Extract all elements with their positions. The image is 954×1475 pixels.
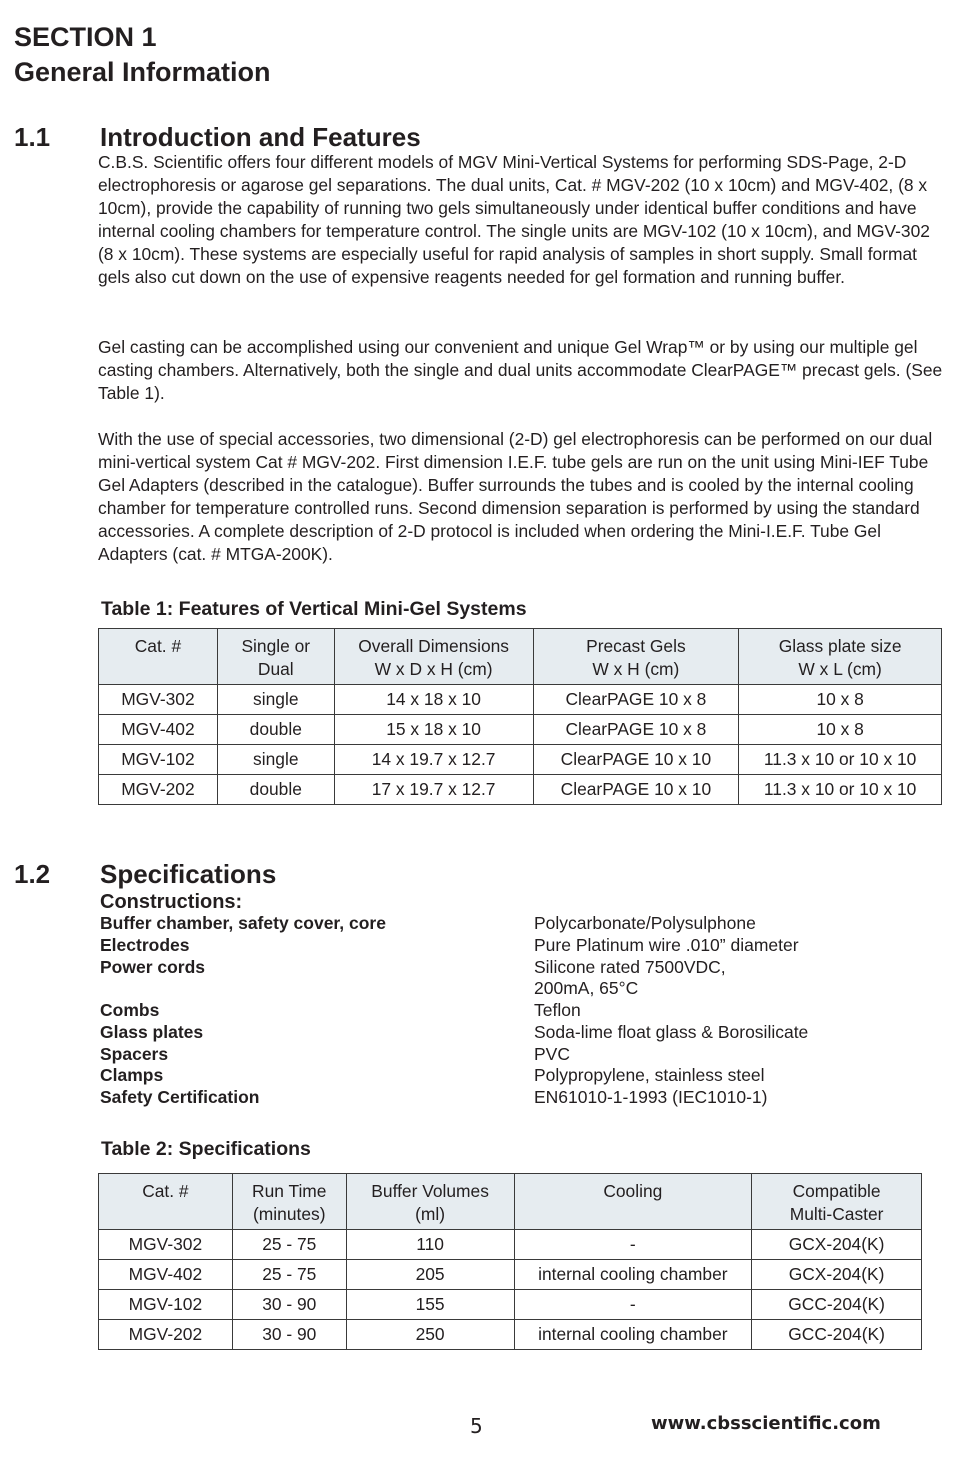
page-number: 5	[470, 1414, 483, 1438]
column-header	[99, 1174, 233, 1230]
construction-label: Clamps	[100, 1065, 164, 1085]
table-cell: 205	[346, 1260, 514, 1290]
construction-value: Soda-lime float glass & Borosilicate	[534, 1022, 809, 1042]
table-cell: -	[514, 1230, 752, 1260]
column-header-line: Overall Dimensions	[358, 636, 509, 656]
construction-value: Silicone rated 7500VDC,	[534, 957, 726, 977]
column-header	[232, 1174, 346, 1230]
construction-label: Spacers	[100, 1044, 169, 1064]
table-cell: GCX-204(K)	[752, 1260, 922, 1290]
constructions-heading: Constructions:	[100, 891, 243, 913]
construction-label: Buffer chamber, safety cover, core	[100, 913, 386, 933]
column-header-line: Single or	[241, 636, 311, 656]
subsection-number-1-2: 1.2	[14, 859, 51, 889]
table-cell: 30 - 90	[232, 1290, 346, 1320]
table-cell: MGV-202	[99, 775, 218, 805]
table-cell: MGV-302	[99, 1230, 233, 1260]
column-header-line: Cooling	[603, 1181, 663, 1201]
table-cell: MGV-302	[99, 685, 218, 715]
table-cell: -	[514, 1290, 752, 1320]
column-header	[739, 629, 942, 685]
table-cell: 30 - 90	[232, 1320, 346, 1350]
table-cell: MGV-102	[99, 745, 218, 775]
construction-value: Polycarbonate/Polysulphone	[534, 913, 756, 933]
construction-value-continued: 200mA, 65°C	[534, 978, 639, 998]
column-header-line: W x L (cm)	[798, 659, 882, 679]
table-cell: GCC-204(K)	[752, 1320, 922, 1350]
table-row	[99, 715, 942, 745]
table-row	[99, 1230, 922, 1260]
table-cell: MGV-202	[99, 1320, 233, 1350]
intro-paragraph-1: C.B.S. Scientific offers four different models of MGV Mini-Vertical Systems for performing SDS-Page, 2-D electrophoresis or agarose gel separations. The dual units, Cat. # MGV-202 (10 x 10cm) and MGV-402, (8 x 10cm), provide the capability of running two gels simultaneously under identical buffer conditions and have internal cooling chambers for temperature control. The single units are MGV-102 (10 x 10cm), and MGV-302 (8 x 10cm). These systems are especially useful for rapid analysis of samples in short supply. Small format gels also cut down on the use of expensive reagents needed for gel formation and running buffer.	[98, 152, 930, 288]
table-cell: single	[217, 685, 334, 715]
table-row	[99, 685, 942, 715]
construction-value: EN61010-1-1993 (IEC1010-1)	[534, 1087, 768, 1107]
column-header	[217, 629, 334, 685]
construction-label: Safety Certification	[100, 1087, 260, 1107]
table-cell: 15 x 18 x 10	[334, 715, 533, 745]
section-label: SECTION 1	[14, 22, 157, 52]
table-cell: 10 x 8	[739, 715, 942, 745]
column-header	[99, 629, 218, 685]
table-cell: 250	[346, 1320, 514, 1350]
section-heading	[14, 20, 271, 90]
column-header	[752, 1174, 922, 1230]
subsection-title-specifications: Specifications	[100, 859, 277, 889]
intro-paragraph-2: Gel casting can be accomplished using our convenient and unique Gel Wrap™ or by using our multiple gel casting chambers. Alternatively, both the single and dual units accommodate ClearPAGE™ precast gels. (See Table 1).	[98, 337, 943, 404]
specifications-table	[98, 1173, 922, 1350]
table-cell: 17 x 19.7 x 12.7	[334, 775, 533, 805]
column-header-line: Multi-Caster	[789, 1204, 884, 1224]
table-row	[99, 775, 942, 805]
column-header	[334, 629, 533, 685]
subsection-title-intro: Introduction and Features	[100, 122, 421, 152]
table-cell: GCX-204(K)	[752, 1230, 922, 1260]
construction-label: Glass plates	[100, 1022, 204, 1042]
table-cell: internal cooling chamber	[514, 1260, 752, 1290]
construction-value: PVC	[534, 1044, 570, 1064]
table-cell: single	[217, 745, 334, 775]
construction-value: Teflon	[534, 1000, 581, 1020]
table-cell: 10 x 8	[739, 685, 942, 715]
table-cell: MGV-402	[99, 715, 218, 745]
section-title: General Information	[14, 57, 271, 87]
table-cell: internal cooling chamber	[514, 1320, 752, 1350]
table2-caption: Table 2: Specifications	[101, 1138, 311, 1160]
subsection-number-1-1: 1.1	[14, 122, 51, 152]
table-row	[99, 1290, 922, 1320]
column-header-line: (minutes)	[253, 1204, 326, 1224]
column-header-line: Compatible	[792, 1181, 881, 1201]
table-cell: ClearPAGE 10 x 10	[533, 745, 739, 775]
column-header-line: Buffer Volumes	[371, 1181, 489, 1201]
column-header-line: Precast Gels	[586, 636, 686, 656]
table-cell: double	[217, 775, 334, 805]
column-header	[514, 1174, 752, 1230]
table-row	[99, 1260, 922, 1290]
table-cell: 110	[346, 1230, 514, 1260]
column-header-line: (ml)	[415, 1204, 446, 1224]
table-cell: ClearPAGE 10 x 8	[533, 685, 739, 715]
table-cell: MGV-402	[99, 1260, 233, 1290]
table1-caption: Table 1: Features of Vertical Mini-Gel Systems	[101, 598, 527, 620]
table-cell: 11.3 x 10 or 10 x 10	[739, 775, 942, 805]
column-header	[346, 1174, 514, 1230]
construction-label: Combs	[100, 1000, 160, 1020]
construction-value: Pure Platinum wire .010” diameter	[534, 935, 799, 955]
construction-label: Electrodes	[100, 935, 190, 955]
column-header-line: Glass plate size	[778, 636, 902, 656]
construction-label: Power cords	[100, 957, 206, 977]
features-table	[98, 628, 942, 805]
table-cell: 25 - 75	[232, 1230, 346, 1260]
intro-paragraph-3: With the use of special accessories, two dimensional (2-D) gel electrophoresis can be performed on our dual mini-vertical system Cat # MGV-202. First dimension I.E.F. tube gels are run on the unit using Mini-IEF Tube Gel Adapters (described in the catalogue). Buffer surrounds the tubes and is cooled by the internal cooling chamber for temperature controlled runs. Second dimension separation is performed by using the standard accessories. A complete description of 2-D protocol is included when ordering the Mini-I.E.F. Tube Gel Adapters (cat. # MTGA-200K).	[98, 429, 933, 565]
table-cell: GCC-204(K)	[752, 1290, 922, 1320]
table-cell: ClearPAGE 10 x 10	[533, 775, 739, 805]
table-cell: 25 - 75	[232, 1260, 346, 1290]
table-cell: ClearPAGE 10 x 8	[533, 715, 739, 745]
website-url: www.cbsscientific.com	[651, 1413, 881, 1434]
table-cell: MGV-102	[99, 1290, 233, 1320]
column-header-line: W x H (cm)	[592, 659, 680, 679]
column-header-line: W x D x H (cm)	[374, 659, 493, 679]
column-header-line: Cat. #	[134, 636, 182, 656]
table-cell: 14 x 19.7 x 12.7	[334, 745, 533, 775]
table-cell: 14 x 18 x 10	[334, 685, 533, 715]
construction-value: Polypropylene, stainless steel	[534, 1065, 765, 1085]
column-header-line: Dual	[257, 659, 294, 679]
table-cell: 155	[346, 1290, 514, 1320]
table-row	[99, 745, 942, 775]
table-cell: double	[217, 715, 334, 745]
column-header-line: Cat. #	[142, 1181, 189, 1201]
table-cell: 11.3 x 10 or 10 x 10	[739, 745, 942, 775]
column-header-line: Run Time	[252, 1181, 327, 1201]
table-row	[99, 1320, 922, 1350]
column-header	[533, 629, 739, 685]
